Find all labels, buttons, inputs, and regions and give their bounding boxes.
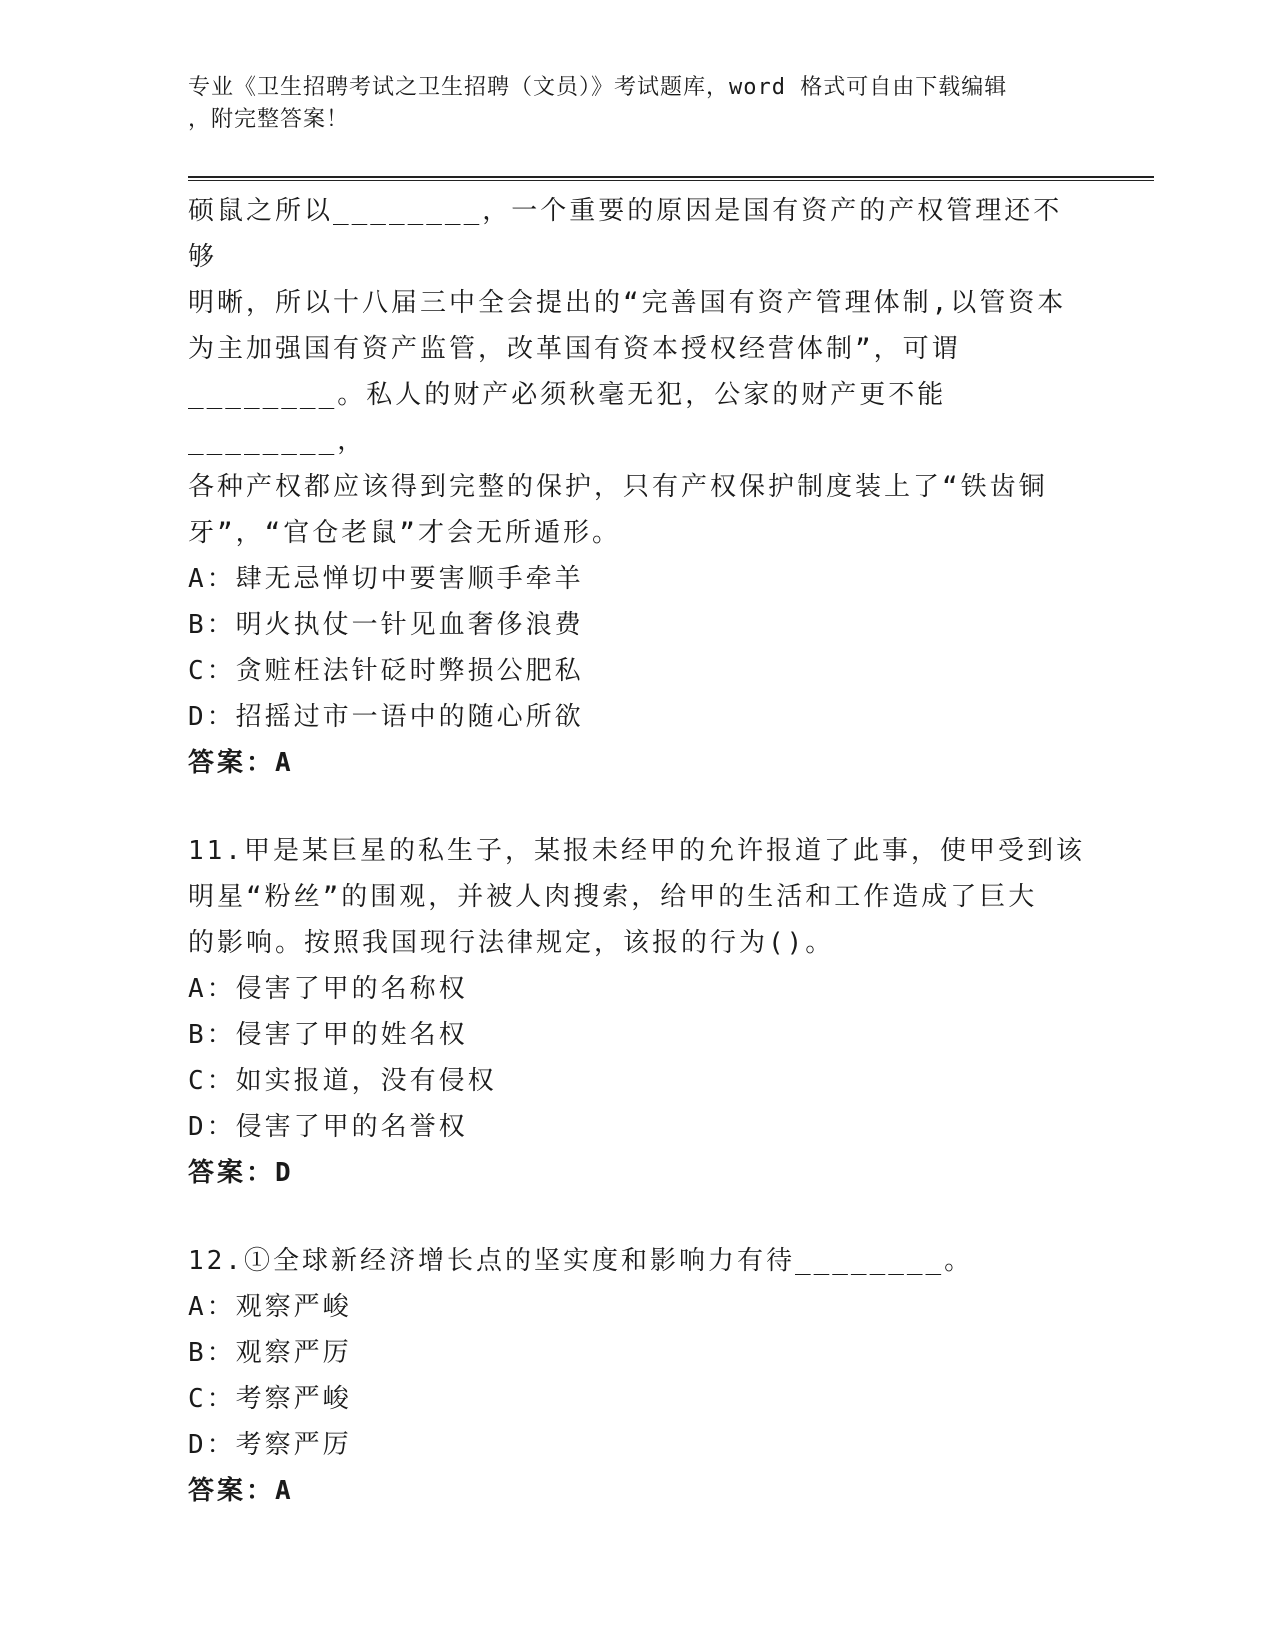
option-d: D：招摇过市一语中的随心所欲 <box>188 702 584 732</box>
question-stem-line: 明星“粉丝”的围观，并被人肉搜索，给甲的生活和工作造成了巨大 <box>188 882 1038 912</box>
option-a: A：肆无忌惮切中要害顺手牵羊 <box>188 564 584 594</box>
answer-label: 答案：D <box>188 1158 294 1188</box>
option-a: A：侵害了甲的名称权 <box>188 974 468 1004</box>
header-line-1: 专业《卫生招聘考试之卫生招聘（文员）》考试题库，word 格式可自由下载编辑 <box>188 75 1008 100</box>
option-b: B：侵害了甲的姓名权 <box>188 1020 468 1050</box>
question-stem-line: 牙”，“官仓老鼠”才会无所遁形。 <box>188 518 621 548</box>
option-c: C：考察严峻 <box>188 1384 352 1414</box>
option-c: C：如实报道，没有侵权 <box>188 1066 497 1096</box>
question-stem-line: 11.甲是某巨星的私生子，某报未经甲的允许报道了此事，使甲受到该 <box>188 836 1085 866</box>
question-spacer <box>188 786 1088 828</box>
question-item <box>188 188 1088 786</box>
question-list <box>188 188 1088 1514</box>
question-stem-line: 12.①全球新经济增长点的坚实度和影响力有待________。 <box>188 1246 974 1276</box>
question-stem-line: 各种产权都应该得到完整的保护，只有产权保护制度装上了“铁齿铜 <box>188 472 1048 502</box>
answer-label: 答案：A <box>188 748 294 778</box>
header-divider <box>188 176 1154 181</box>
option-d: D：考察严厉 <box>188 1430 352 1460</box>
question-stem-line: 的影响。按照我国现行法律规定，该报的行为()。 <box>188 928 835 958</box>
option-a: A：观察严峻 <box>188 1292 352 1322</box>
option-b: B：明火执仗一针见血奢侈浪费 <box>188 610 584 640</box>
option-d: D：侵害了甲的名誉权 <box>188 1112 468 1142</box>
document-header <box>188 72 1088 136</box>
answer-label: 答案：A <box>188 1476 294 1506</box>
option-c: C：贪赃枉法针砭时弊损公肥私 <box>188 656 584 686</box>
question-stem-line: 为主加强国有资产监管，改革国有资本授权经营体制”，可谓 <box>188 334 961 364</box>
question-item <box>188 1238 1088 1514</box>
question-spacer <box>188 1196 1088 1238</box>
question-stem-line: ________。私人的财产必须秋毫无犯，公家的财产更不能________， <box>188 380 947 456</box>
header-line-2: ，附完整答案！ <box>188 107 350 132</box>
question-item <box>188 828 1088 1196</box>
question-stem-line: 明晰，所以十八届三中全会提出的“完善国有资产管理体制,以管资本 <box>188 288 1067 318</box>
question-stem-line: 硕鼠之所以________，一个重要的原因是国有资产的产权管理还不够 <box>188 196 1063 272</box>
option-b: B：观察严厉 <box>188 1338 352 1368</box>
